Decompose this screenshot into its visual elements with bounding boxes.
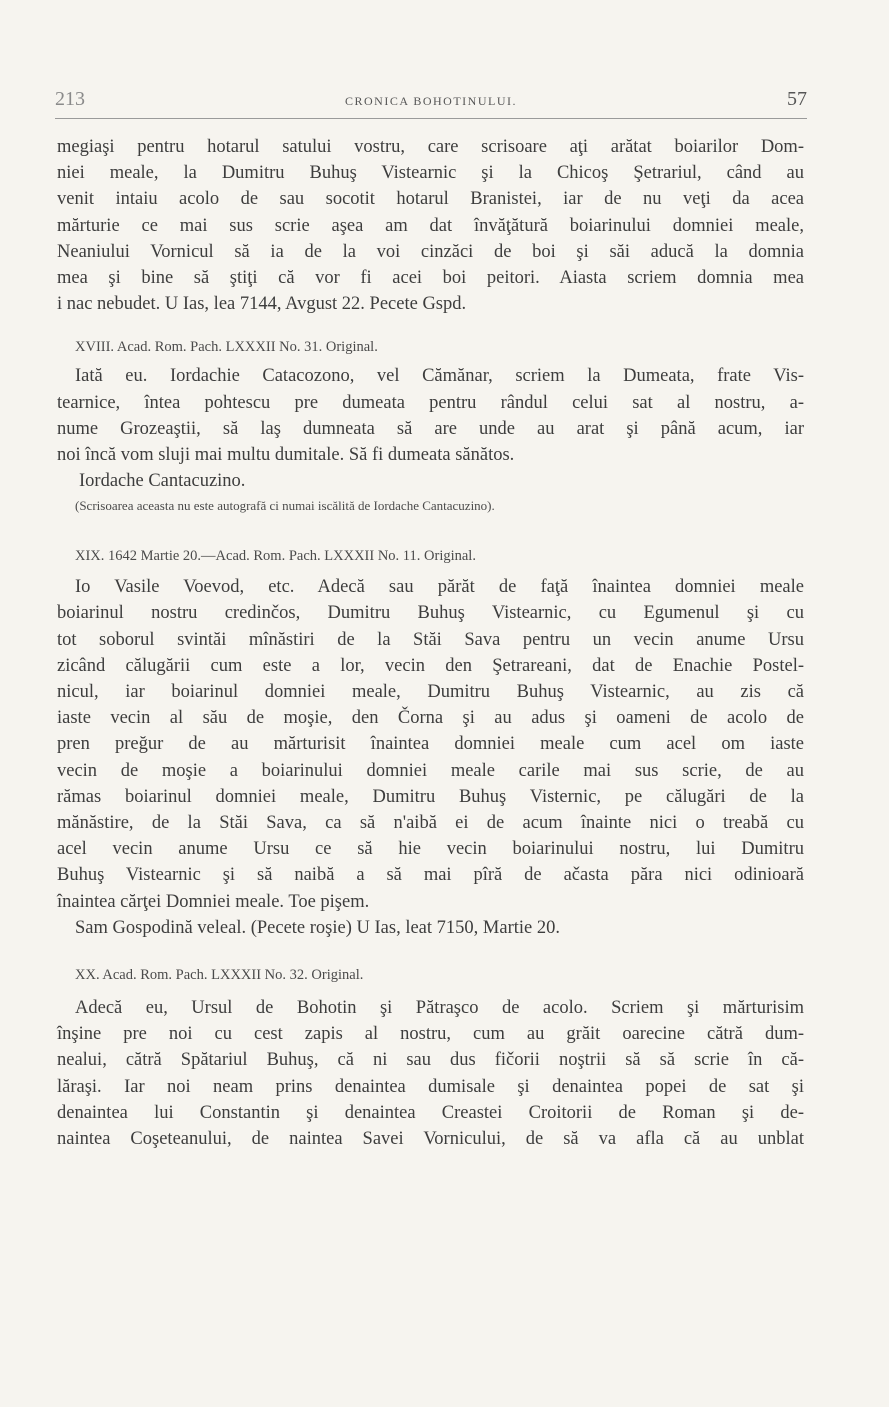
text-line: pren preğur de au mărturisit înaintea domniei meale cum acel om iaste bbox=[57, 734, 804, 755]
text-line: mănăstire, de la Stăi Sava, ca să n'aibă ei de acum înainte nici o treabă cu bbox=[57, 813, 804, 834]
paragraph-continuation bbox=[57, 134, 804, 317]
text-line: naintea Coşeteanului, de naintea Savei Vornicului, de să va afla că au unblat bbox=[57, 1129, 804, 1150]
text-line: vecin de moşie a boiarinului domniei meale carile mai sus scrie, de au bbox=[57, 760, 804, 781]
text-line: Neaniului Vornicul să ia de la voi cinzăci de boi şi săi aducă la domnia bbox=[57, 241, 804, 262]
document-reference: XX. Acad. Rom. Pach. LXXXII No. 32. Original. bbox=[75, 967, 364, 984]
document-body bbox=[57, 134, 804, 1152]
text-line: mărturie ce mai sus scrie aşea am dat învăţătură boiarinului domniei meale, bbox=[57, 215, 804, 236]
text-line: niei meale, la Dumitru Buhuş Vistearnic şi la Chicoş Şetrariul, când au bbox=[57, 163, 804, 184]
text-line: nume Grozeaştii, să laş dumneata să are unde au arat şi până acum, iar bbox=[57, 418, 804, 439]
header-title: CRONICA BOHOTINULUI. bbox=[345, 94, 517, 108]
text-line: rămas boiarinul domniei meale, Dumitru Buhuş Visternic, pe călugări de la bbox=[57, 786, 804, 807]
text-line: boiarinul nostru credinčos, Dumitru Buhuş Vistearnic, cu Egumenul şi cu bbox=[57, 603, 804, 624]
text-line: denaintea lui Constantin şi denaintea Creastei Croitorii de Roman şi de- bbox=[57, 1102, 804, 1123]
text-line: tearnice, întea pohtescu pre dumeata pentru rândul celui sat al nostru, a- bbox=[57, 392, 804, 413]
text-line: Iată eu. Iordachie Catacozono, vel Cămănar, scriem la Dumeata, frate Vis- bbox=[75, 366, 804, 387]
text-line: Buhuş Vistearnic şi să naibă a să mai pîră de ačasta păra nici odinioară bbox=[57, 865, 804, 886]
text-line: venit intaiu acolo de sau socotit hotarul Branistei, iar de nu veţi da acea bbox=[57, 189, 804, 210]
document-text bbox=[57, 574, 804, 941]
text-line: Sam Gospodină veleal. (Pecete roşie) U Ias, leat 7150, Martie 20. bbox=[75, 917, 560, 938]
text-line: zicând călugării cum este a lor, vecin den Şetrareani, dat de Enachie Postel- bbox=[57, 655, 804, 676]
text-line: tot soborul svintăi mînăstiri de la Stăi Sava pentru un vecin anume Ursu bbox=[57, 629, 804, 650]
text-line: acel vecin anume Ursu ce să hie vecin boiarinului nostru, lui Dumitru bbox=[57, 839, 804, 860]
signature-line: Iordache Cantacuzino. bbox=[79, 471, 246, 492]
text-line: mea şi bine să ştiţi că vor fi acei boi peitori. Aiasta scriem domnia mea bbox=[57, 268, 804, 289]
text-line: nicul, iar boiarinul domniei meale, Dumitru Buhuş Vistearnic, au zis că bbox=[57, 682, 804, 703]
text-line: înaintea cărţei Domniei meale. Toe pişem. bbox=[57, 891, 370, 912]
document-reference: XIX. 1642 Martie 20.—Acad. Rom. Pach. LXXXII No. 11. Original. bbox=[75, 548, 476, 565]
text-line: megiaşi pentru hotarul satului vostru, care scrisoare aţi arătat boiarilor Dom- bbox=[57, 137, 804, 157]
text-line: noi încă vom sluji mai multu dumitale. Să fi dumeata sănătos. bbox=[57, 445, 515, 466]
document-reference: XVIII. Acad. Rom. Pach. LXXXII No. 31. Original. bbox=[75, 339, 378, 356]
text-line: iaste vecin al său de moşie, den Čorna şi au adus şi oameni de acolo de bbox=[57, 708, 804, 729]
text-line: nealui, cătră Spătariul Buhuş, că ni sau dus fičorii noştrii să să scrie în că- bbox=[57, 1050, 804, 1071]
text-line: înşine pre noi cu cest zapis al nostru, cum au grăit oarecine cătră dum- bbox=[57, 1024, 804, 1045]
text-line: Io Vasile Voevod, etc. Adecă sau părăt de faţă înaintea domniei meale bbox=[75, 577, 804, 598]
document-text bbox=[57, 363, 804, 468]
header-left-number: 213 bbox=[55, 88, 85, 110]
document-text bbox=[57, 995, 804, 1152]
page-number: 57 bbox=[787, 88, 807, 110]
editorial-note: (Scrisoarea aceasta nu este autografă ci numai iscălită de Iordache Cantacuzino). bbox=[75, 498, 495, 514]
text-line: i nac nebudet. U Ias, lea 7144, Avgust 22. Pecete Gspd. bbox=[57, 294, 467, 315]
running-header bbox=[55, 88, 807, 119]
text-line: Adecă eu, Ursul de Bohotin şi Pătraşco de acolo. Scriem şi mărturisim bbox=[75, 998, 804, 1019]
text-line: lăraşi. Iar noi neam prins denaintea dumisale şi denaintea popei de sat şi bbox=[57, 1076, 804, 1097]
